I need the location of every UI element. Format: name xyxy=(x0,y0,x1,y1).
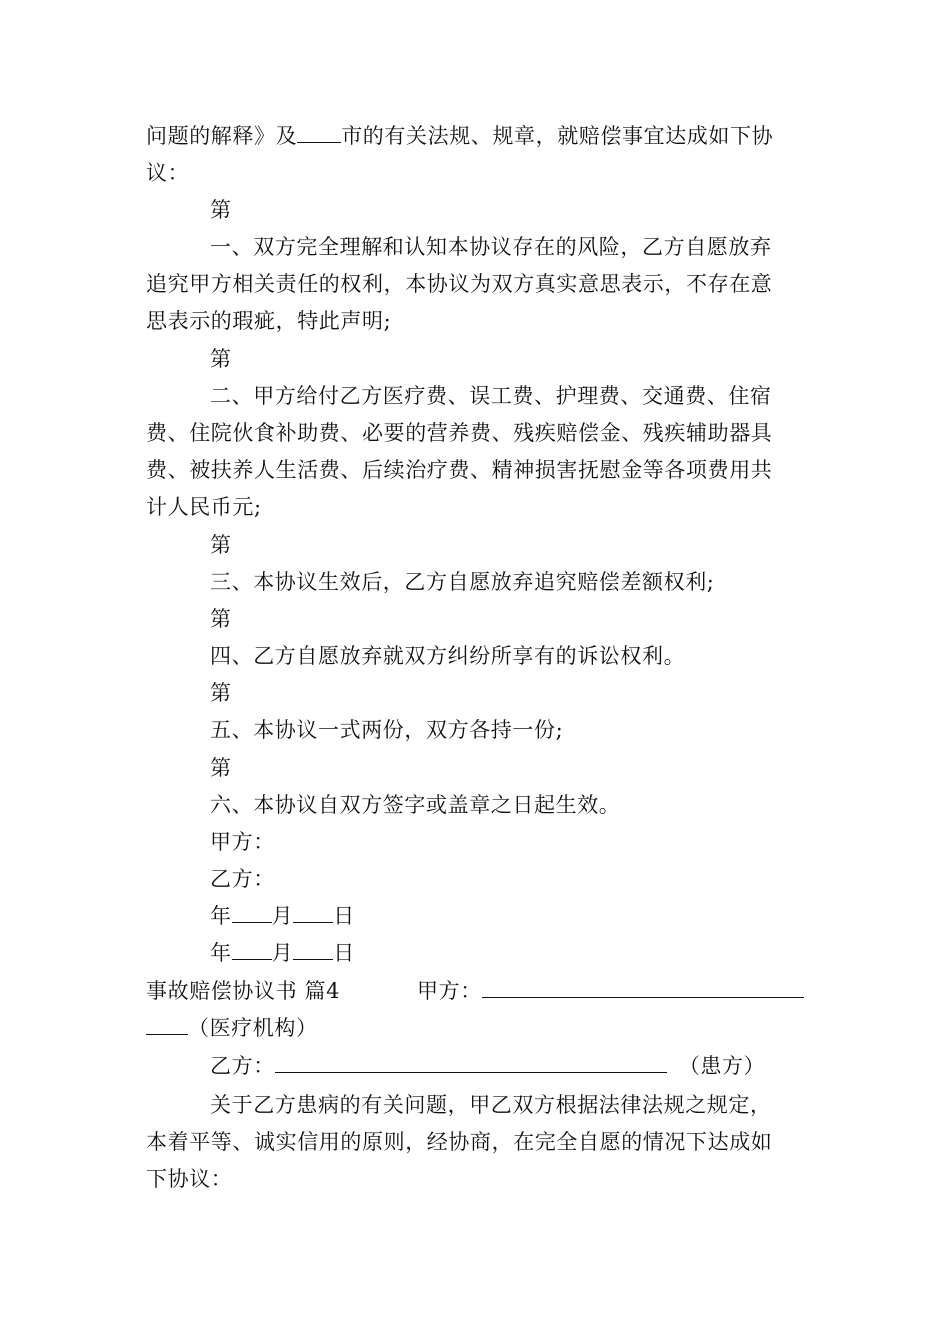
text-line: 议： xyxy=(146,161,190,185)
section-party-b-line xyxy=(210,1052,765,1080)
blank-underline xyxy=(293,902,333,923)
blank-underline xyxy=(232,902,272,923)
text-line: 思表示的瑕疵，特此声明; xyxy=(146,309,392,333)
party-a-label: 甲方： xyxy=(417,979,482,1003)
date-day-label: 日 xyxy=(333,904,355,928)
text-line: 一、双方完全理解和认知本协议存在的风险，乙方自愿放弃 xyxy=(210,235,772,259)
text-line: 四、乙方自愿放弃就双方纠纷所享有的诉讼权利。 xyxy=(210,644,686,668)
text-segment: 市的有关法规、规章，就赔偿事宜达成如下协 xyxy=(341,124,774,148)
date-day-label: 日 xyxy=(333,941,355,965)
date-line xyxy=(210,939,355,967)
blank-underline xyxy=(482,977,804,998)
blank-underline xyxy=(146,1014,188,1035)
text-line: 三、本协议生效后，乙方自愿放弃追究赔偿差额权利; xyxy=(210,570,715,594)
party-a-label: 甲方： xyxy=(210,830,275,854)
article-marker: 第 xyxy=(210,347,232,371)
text-line: 费、住院伙食补助费、必要的营养费、残疾赔偿金、残疾辅助器具 xyxy=(146,421,773,445)
article-marker: 第 xyxy=(210,607,232,631)
blank-underline xyxy=(293,939,333,960)
date-month-label: 月 xyxy=(271,904,294,928)
section-party-a-line xyxy=(417,977,804,1005)
date-year-label: 年 xyxy=(210,904,232,928)
blank-underline xyxy=(232,939,272,960)
text-line: 本着平等、诚实信用的原则，经协商，在完全自愿的情况下达成如 xyxy=(146,1130,773,1154)
article-marker: 第 xyxy=(210,681,232,705)
article-marker: 第 xyxy=(210,756,232,780)
text-line: 费、被扶养人生活费、后续治疗费、精神损害抚慰金等各项费用共 xyxy=(146,458,773,482)
date-line xyxy=(210,902,355,930)
blank-underline xyxy=(297,122,341,143)
text-line: 六、本协议自双方签字或盖章之日起生效。 xyxy=(210,793,621,817)
date-year-label: 年 xyxy=(210,941,232,965)
article-marker: 第 xyxy=(210,533,232,557)
text-line xyxy=(146,1014,318,1042)
text-line: 关于乙方患病的有关问题，甲乙双方根据法律法规之规定， xyxy=(210,1093,772,1117)
party-b-note: （患方） xyxy=(678,1054,766,1078)
party-b-label: 乙方： xyxy=(210,867,275,891)
blank-underline xyxy=(275,1052,667,1073)
text-line: 五、本协议一式两份，双方各持一份; xyxy=(210,718,564,742)
text-line: 下协议： xyxy=(146,1167,233,1191)
party-b-label: 乙方： xyxy=(210,1054,275,1078)
article-marker: 第 xyxy=(210,198,232,222)
party-a-note: （医疗机构） xyxy=(188,1016,318,1040)
text-line: 计人民币元; xyxy=(146,495,262,519)
date-month-label: 月 xyxy=(271,941,294,965)
text-line xyxy=(146,122,773,150)
text-line: 追究甲方相关责任的权利，本协议为双方真实意思表示，不存在意 xyxy=(146,272,773,296)
section-title: 事故赔偿协议书 篇4 xyxy=(146,979,341,1003)
text-segment: 问题的解释》及 xyxy=(146,124,298,148)
text-line: 二、甲方给付乙方医疗费、误工费、护理费、交通费、住宿 xyxy=(210,384,772,408)
